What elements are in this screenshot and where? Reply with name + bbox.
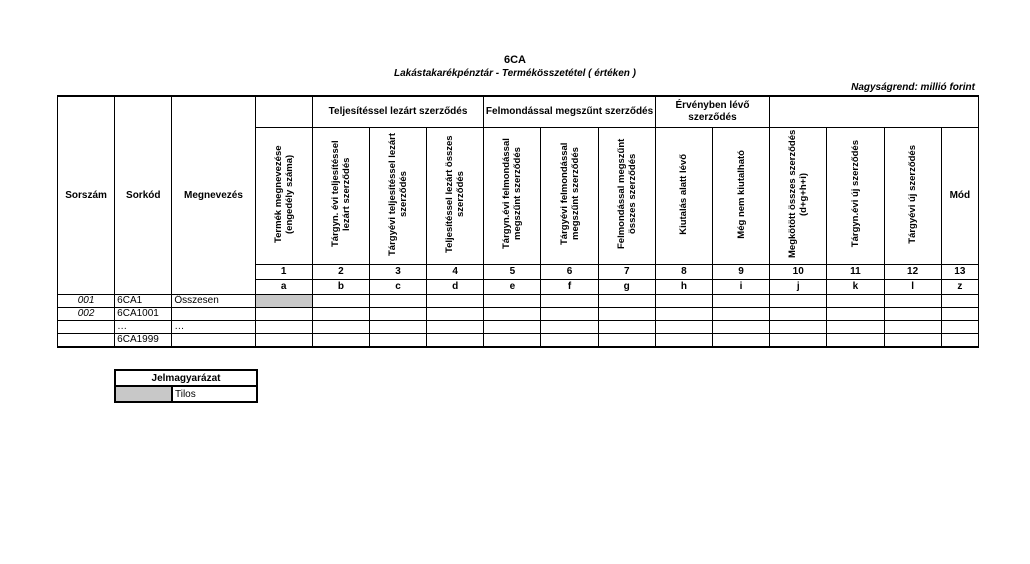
- header-blank: [255, 96, 312, 127]
- table-row: [58, 294, 979, 307]
- data-cell[interactable]: [541, 294, 598, 307]
- data-cell[interactable]: [827, 294, 884, 307]
- data-cell[interactable]: [941, 320, 978, 333]
- row-megnevezes: [172, 307, 255, 320]
- data-cell[interactable]: [712, 333, 769, 347]
- data-cell[interactable]: [712, 320, 769, 333]
- legend-label-forbidden: Tilos: [172, 386, 257, 402]
- data-cell[interactable]: [770, 294, 827, 307]
- col-letter: f: [541, 279, 598, 294]
- col-number: 3: [369, 264, 426, 279]
- data-cell[interactable]: [484, 307, 541, 320]
- scale-note: Nagyságrend: millió forint: [851, 82, 975, 93]
- row-megnevezes: …: [172, 320, 255, 333]
- col-header-j: Megkötött összes szerződés (d+g+h+i): [770, 127, 827, 264]
- row-sorszam: [58, 333, 115, 347]
- data-cell[interactable]: [827, 333, 884, 347]
- data-cell[interactable]: [655, 307, 712, 320]
- data-cell[interactable]: [941, 307, 978, 320]
- data-cell[interactable]: [770, 333, 827, 347]
- form-code: 6CA: [503, 54, 526, 66]
- data-cell: [255, 294, 312, 307]
- data-cell[interactable]: [712, 307, 769, 320]
- col-letter: e: [484, 279, 541, 294]
- col-letter: g: [598, 279, 655, 294]
- col-number: 10: [770, 264, 827, 279]
- col-number: 4: [427, 264, 484, 279]
- col-letter: c: [369, 279, 426, 294]
- data-cell[interactable]: [655, 333, 712, 347]
- data-cell[interactable]: [427, 294, 484, 307]
- group-header-valid: Érvényben lévő szerződés: [655, 96, 769, 127]
- data-cell[interactable]: [598, 294, 655, 307]
- col-number: 13: [941, 264, 978, 279]
- data-cell[interactable]: [884, 333, 941, 347]
- col-number: 2: [312, 264, 369, 279]
- data-cell[interactable]: [541, 333, 598, 347]
- header-megnevezes: Megnevezés: [172, 96, 255, 294]
- data-cell[interactable]: [255, 333, 312, 347]
- col-number: 6: [541, 264, 598, 279]
- data-cell[interactable]: [884, 307, 941, 320]
- col-letter: b: [312, 279, 369, 294]
- header-sorszam: Sorszám: [58, 96, 115, 294]
- row-sorszam: 001: [58, 294, 115, 307]
- row-sorkod: 6CA1001: [115, 307, 172, 320]
- data-cell[interactable]: [541, 320, 598, 333]
- data-cell[interactable]: [427, 333, 484, 347]
- data-cell[interactable]: [312, 307, 369, 320]
- col-letter: j: [770, 279, 827, 294]
- table-row: [58, 320, 979, 333]
- col-header-k: Tárgyn.évi új szerződés: [827, 127, 884, 264]
- col-letter: z: [941, 279, 978, 294]
- header-sorkod: Sorkód: [115, 96, 172, 294]
- data-cell[interactable]: [427, 307, 484, 320]
- legend-swatch-forbidden: [115, 386, 172, 402]
- data-cell[interactable]: [369, 294, 426, 307]
- col-number: 12: [884, 264, 941, 279]
- col-header-c: Tárgyévi teljesítéssel lezárt szerződés: [369, 127, 426, 264]
- form-subtitle: Lakástakarékpénztár - Termékösszetétel ( értéken ): [394, 68, 636, 79]
- col-letter: i: [712, 279, 769, 294]
- row-megnevezes: Összesen: [172, 294, 255, 307]
- data-cell[interactable]: [598, 320, 655, 333]
- col-header-mod: Mód: [941, 127, 978, 264]
- data-cell[interactable]: [941, 294, 978, 307]
- data-cell[interactable]: [884, 294, 941, 307]
- data-cell[interactable]: [255, 307, 312, 320]
- col-letter: a: [255, 279, 312, 294]
- col-number: 8: [655, 264, 712, 279]
- data-cell[interactable]: [598, 307, 655, 320]
- data-cell[interactable]: [770, 320, 827, 333]
- col-number: 5: [484, 264, 541, 279]
- data-cell[interactable]: [312, 294, 369, 307]
- group-header-completed: Teljesítéssel lezárt szerződés: [312, 96, 484, 127]
- row-sorkod: 6CA1999: [115, 333, 172, 347]
- col-number: 7: [598, 264, 655, 279]
- col-letter: h: [655, 279, 712, 294]
- row-sorszam: [58, 320, 115, 333]
- row-megnevezes: [172, 333, 255, 347]
- data-cell[interactable]: [655, 294, 712, 307]
- row-sorszam: 002: [58, 307, 115, 320]
- col-letter: k: [827, 279, 884, 294]
- row-sorkod: 6CA1: [115, 294, 172, 307]
- header-blank: [770, 96, 979, 127]
- data-cell[interactable]: [655, 320, 712, 333]
- data-cell[interactable]: [484, 320, 541, 333]
- col-header-h: Kiutalás alatt lévő: [655, 127, 712, 264]
- data-cell[interactable]: [369, 320, 426, 333]
- row-sorkod: …: [115, 320, 172, 333]
- table-row: [58, 333, 979, 347]
- data-cell[interactable]: [827, 320, 884, 333]
- data-cell[interactable]: [427, 320, 484, 333]
- data-cell[interactable]: [598, 333, 655, 347]
- data-cell[interactable]: [369, 307, 426, 320]
- col-number: 1: [255, 264, 312, 279]
- group-header-terminated: Felmondással megszűnt szerződés: [484, 96, 656, 127]
- data-cell[interactable]: [770, 307, 827, 320]
- col-header-b: Tárgyn. évi teljesítéssel lezárt szerződés: [312, 127, 369, 264]
- legend: [114, 369, 258, 403]
- data-cell[interactable]: [712, 294, 769, 307]
- col-header-g: Felmondással megszűnt összes szerződés: [598, 127, 655, 264]
- data-cell[interactable]: [312, 320, 369, 333]
- data-cell[interactable]: [884, 320, 941, 333]
- product-composition-table: [57, 95, 979, 348]
- col-header-f: Tárgyévi felmondással megszűnt szerződés: [541, 127, 598, 264]
- col-number: 11: [827, 264, 884, 279]
- col-header-d: Teljesítéssel lezárt összes szerződés: [427, 127, 484, 264]
- data-cell[interactable]: [941, 333, 978, 347]
- data-cell[interactable]: [255, 320, 312, 333]
- data-cell[interactable]: [369, 333, 426, 347]
- table-row: [58, 307, 979, 320]
- col-header-a: Termék megnevezése (engedély száma): [255, 127, 312, 264]
- col-header-i: Még nem kiutalható: [712, 127, 769, 264]
- data-cell[interactable]: [484, 294, 541, 307]
- col-header-e: Tárgyn.évi felmondással megszűnt szerződés: [484, 127, 541, 264]
- col-letter: d: [427, 279, 484, 294]
- col-number: 9: [712, 264, 769, 279]
- col-letter: l: [884, 279, 941, 294]
- data-cell[interactable]: [484, 333, 541, 347]
- data-cell[interactable]: [827, 307, 884, 320]
- data-cell[interactable]: [541, 307, 598, 320]
- legend-title: Jelmagyarázat: [115, 370, 257, 386]
- data-cell[interactable]: [312, 333, 369, 347]
- col-header-l: Tárgyévi új szerződés: [884, 127, 941, 264]
